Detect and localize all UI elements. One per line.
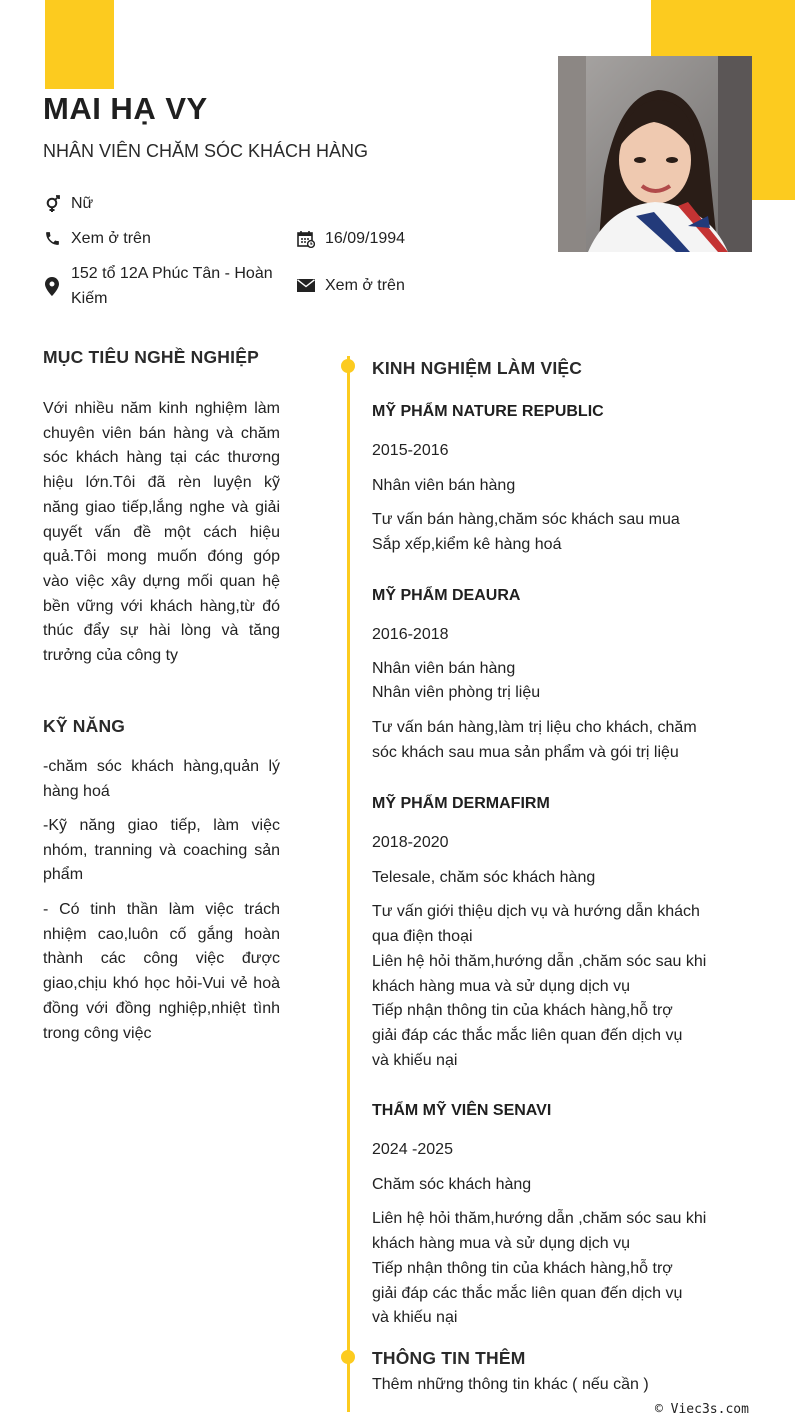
job-duty: Tư vấn bán hàng,chăm sóc khách sau mua [372,511,680,529]
email-value: Xem ở trên [325,277,405,294]
job-role: Telesale, chăm sóc khách hàng [372,868,596,886]
skills-heading: KỸ NĂNG [43,716,126,736]
job-company: MỸ PHẨM DERMAFIRM [372,795,550,812]
gender-value: Nữ [71,195,94,212]
job-duty: Sắp xếp,kiểm kê hàng hoá [372,536,562,554]
birthday-value: 16/09/1994 [325,230,406,247]
extra-heading: THÔNG TIN THÊM [372,1348,526,1368]
job-period: 2024 -2025 [372,1141,453,1158]
job-role: Nhân viên phòng trị liệu [372,684,541,702]
birthday-row [297,226,555,251]
job-entry [372,1102,732,1331]
job-duty: Tiếp nhận thông tin của khách hàng,hỗ trợ [372,1002,673,1020]
job-duty: và khiếu nại [372,1051,458,1069]
envelope-icon [297,273,315,298]
footer-credit: © Viec3s.com [655,1402,749,1417]
extra-text: Thêm những thông tin khác ( nếu cần ) [372,1376,649,1393]
location-icon [43,261,61,311]
candidate-name: MAI HẠ VY [43,91,208,126]
job-duty: giải đáp các thắc mắc liên quan đến dịch vụ [372,1026,683,1044]
timeline-dot-extra [341,1350,355,1364]
phone-row [43,226,301,251]
skill-item-1: -chăm sóc khách hàng,quản lý hàng hoá [43,758,280,800]
job-role: Nhân viên bán hàng [372,659,516,677]
job-duty: khách hàng mua và sử dụng dịch vụ [372,977,630,995]
job-duty: và khiếu nại [372,1309,458,1327]
profile-photo [558,56,752,252]
phone-icon [43,226,61,251]
objective-text: Với nhiều năm kinh nghiệm làm chuyên viên bán hàng và chăm sóc khách hàng tại các thương hiệu lớn.Tôi đã rèn luyện kỹ năng giao tiếp,lắng nghe và giải quyết vấn đề một cách hiệu quả.Tôi mong muốn đóng góp vào việc xây dựng mối quan hệ bền vững với khách hàng,từ đó thúc đẩy sự hài lòng và tăng trưởng của công ty [43,400,280,665]
job-company: THẨM MỸ VIÊN SENAVI [372,1102,552,1119]
calendar-icon [297,226,315,251]
job-duty: khách hàng mua và sử dụng dịch vụ [372,1235,630,1253]
job-duty: Liên hệ hỏi thăm,hướng dẫn ,chăm sóc sau khi [372,952,707,970]
job-duty: Tiếp nhận thông tin của khách hàng,hỗ trợ [372,1259,673,1277]
job-entry [372,587,732,766]
job-duty: Tư vấn giới thiệu dịch vụ và hướng dẫn khách [372,903,700,921]
experience-heading: KINH NGHIỆM LÀM VIỆC [372,358,583,378]
job-entry [372,403,732,558]
phone-value: Xem ở trên [71,230,151,247]
job-role: Chăm sóc khách hàng [372,1175,532,1193]
skill-item-2: -Kỹ năng giao tiếp, làm việc nhóm, tranning và coaching sản phẩm [43,817,280,884]
timeline-dot-experience [341,359,355,373]
job-duty: Liên hệ hỏi thăm,hướng dẫn ,chăm sóc sau khi [372,1210,707,1228]
address-row [43,261,296,311]
job-duty: qua điện thoại [372,928,473,946]
job-entry [372,795,732,1073]
job-duty: giải đáp các thắc mắc liên quan đến dịch vụ [372,1284,683,1302]
address-value: 152 tổ 12A Phúc Tân - Hoàn Kiếm [71,265,273,307]
job-duty: Tư vấn bán hàng,làm trị liệu cho khách, chăm [372,719,697,737]
job-period: 2016-2018 [372,626,449,643]
email-row [297,273,555,298]
job-period: 2018-2020 [372,834,449,851]
gender-icon [43,191,61,216]
skill-item-3: - Có tinh thần làm việc trách nhiệm cao,luôn cố gắng hoàn thành các công việc được giao,chịu khó học hỏi-Vui vẻ hoà đồng với đồng nghiệp,nhiệt tình trong công việc [43,901,280,1042]
accent-block-left [45,0,114,89]
objective-heading: MỤC TIÊU NGHỀ NGHIỆP [43,347,259,367]
job-role: Nhân viên bán hàng [372,476,516,494]
job-duty: sóc khách sau mua sản phẩm và gói trị liệu [372,743,679,761]
timeline-line [347,356,350,1412]
gender-row [43,191,301,216]
job-company: MỸ PHẨM DEAURA [372,587,521,604]
job-period: 2015-2016 [372,442,449,459]
job-company: MỸ PHẨM NATURE REPUBLIC [372,403,604,420]
job-title: NHÂN VIÊN CHĂM SÓC KHÁCH HÀNG [43,141,369,161]
